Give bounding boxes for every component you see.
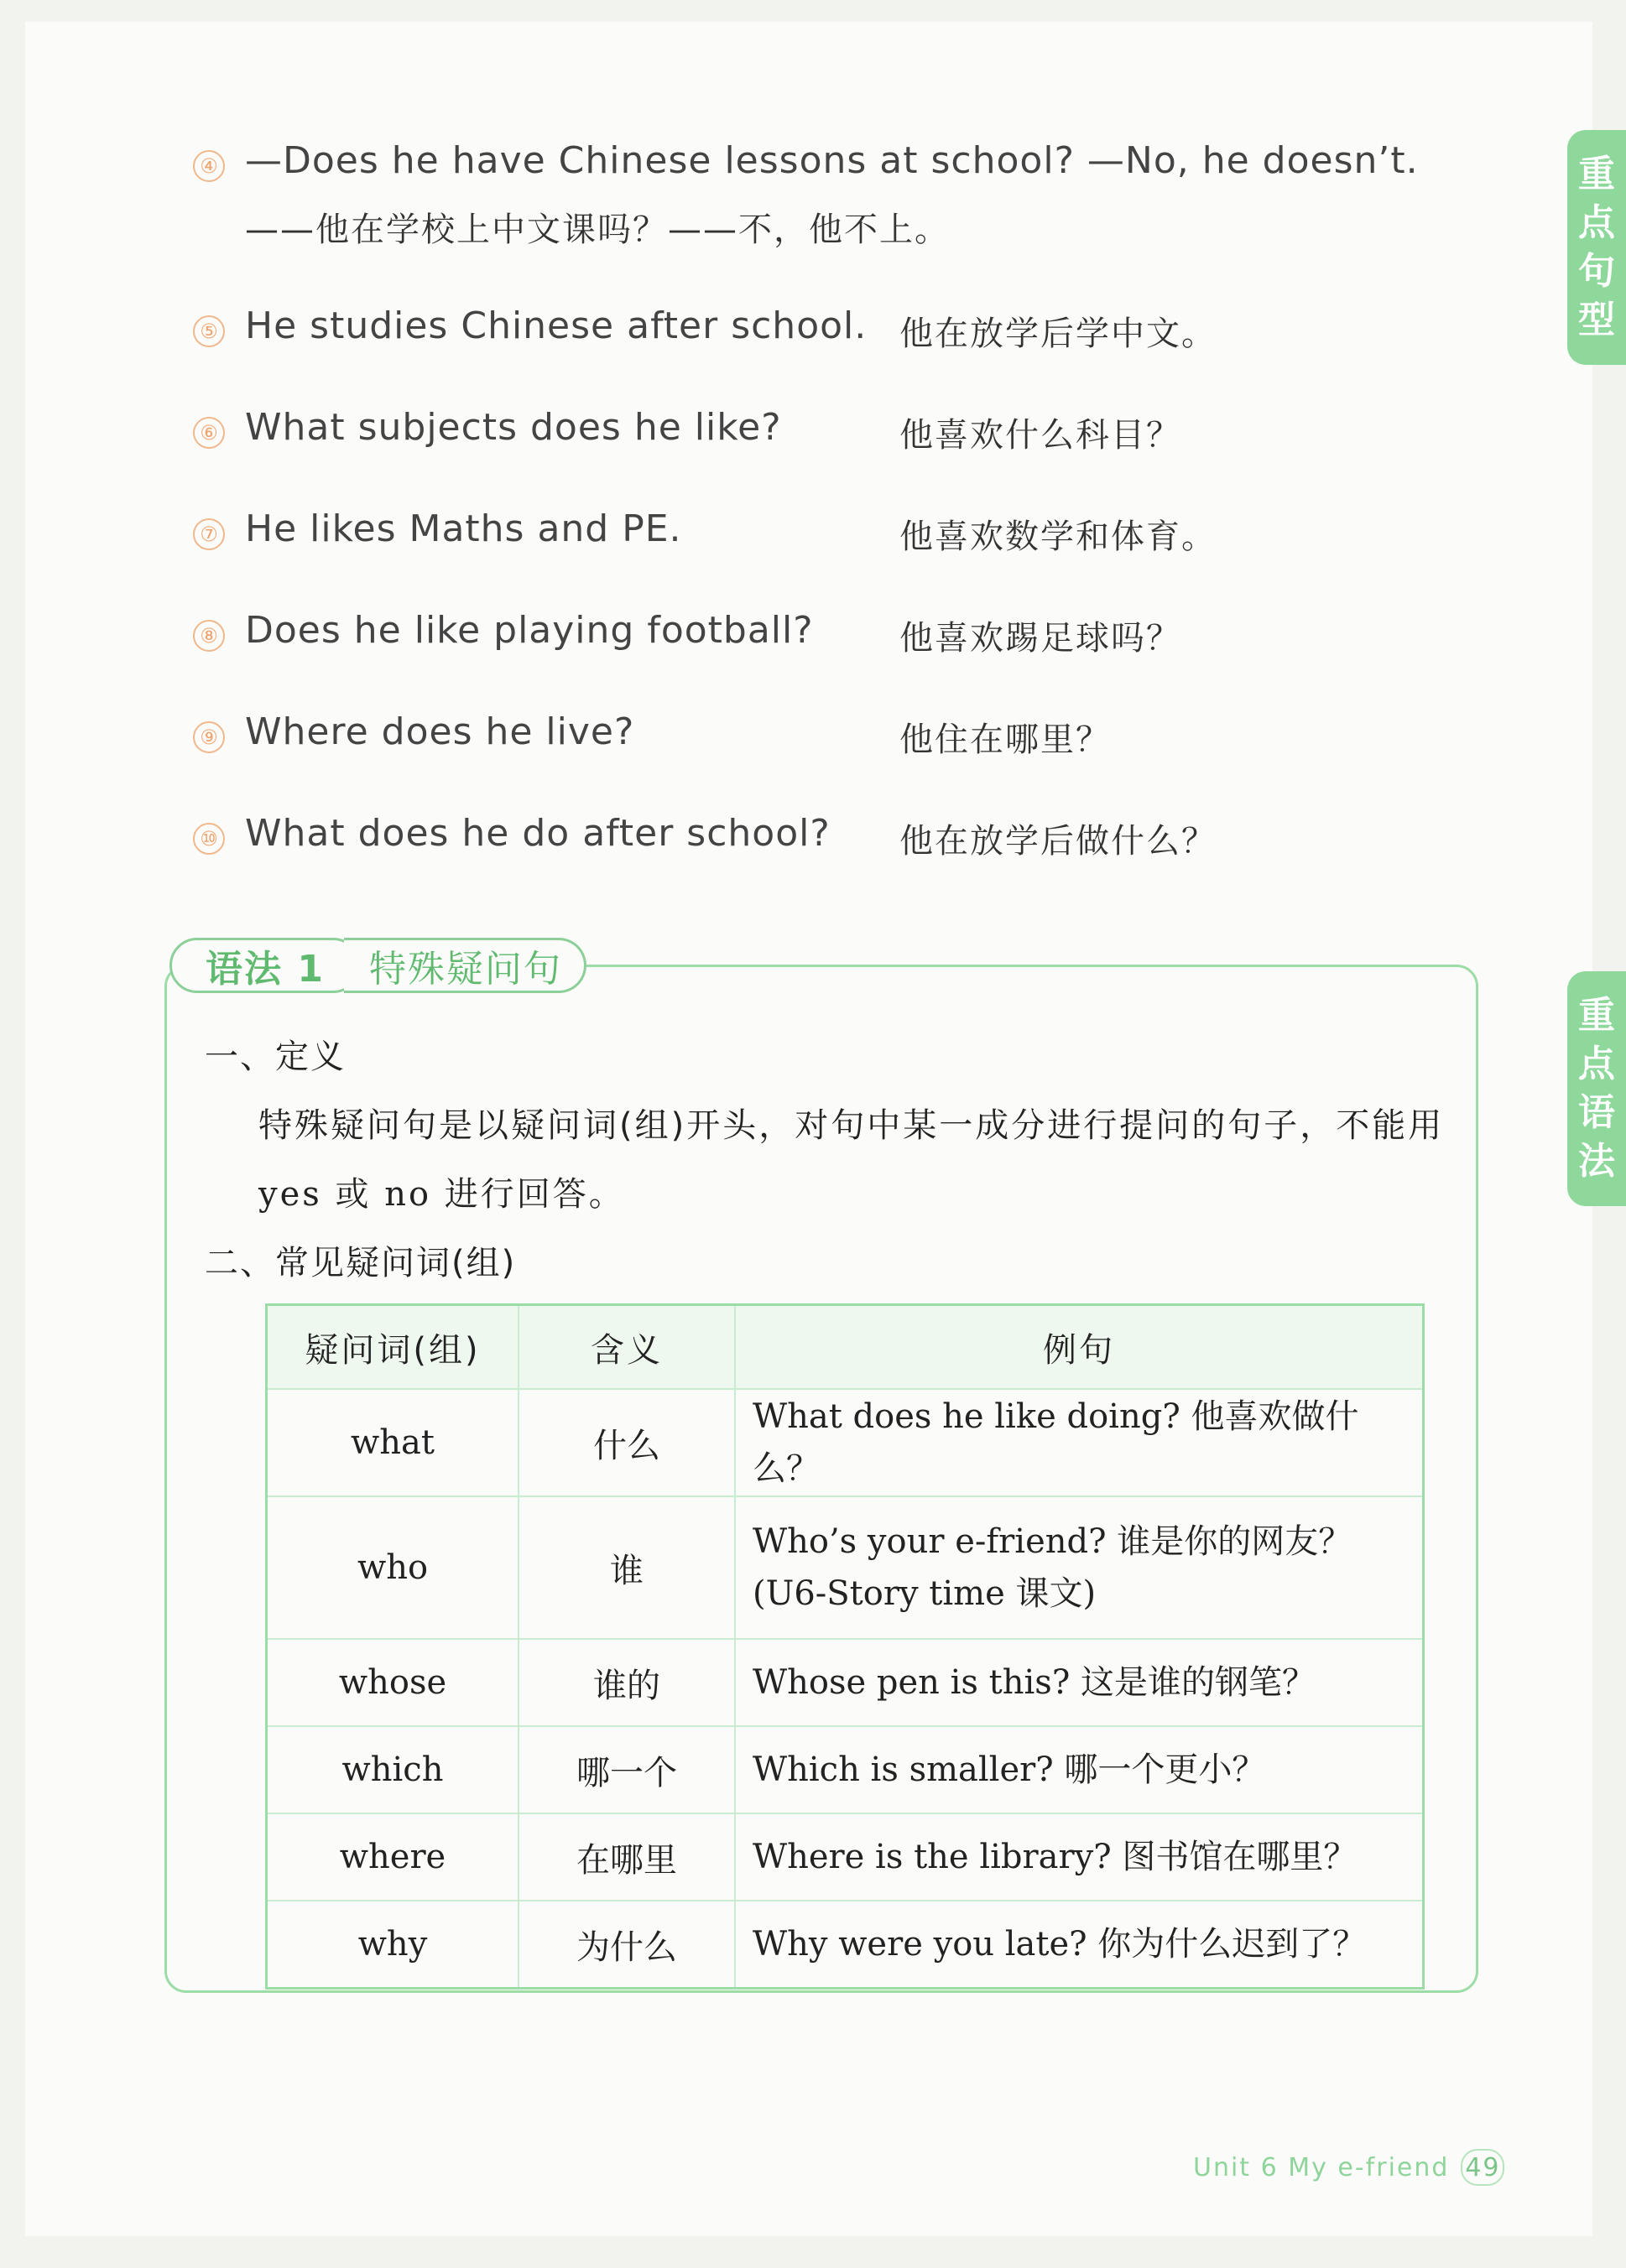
question-word: what [267,1389,519,1496]
question-word: which [267,1726,519,1813]
example-line: Where is the library? 图书馆在哪里？ [753,1838,1358,1876]
sentence-number: ⑤ [193,315,225,347]
column-header: 疑问词(组) [267,1305,519,1390]
example-sentence [735,1813,1424,1901]
grammar-label: 语法 1 [169,938,361,993]
tab-char: 点 [1578,1043,1615,1085]
example-line: Why were you late? 你为什么迟到了？ [753,1925,1367,1964]
sentence-english: What subjects does he like? [245,406,782,449]
meaning: 为什么 [519,1901,735,1989]
definition-text: 特殊疑问句是以疑问词(组)开头，对句中某一成分进行提问的句子，不能用 [258,1106,1445,1145]
question-word: why [267,1901,519,1989]
tab-char: 法 [1578,1140,1615,1183]
side-tab-key-sentences[interactable] [1567,130,1626,365]
sentence-chinese: 他在放学后学中文。 [899,315,1217,353]
example-line: Who’s your e-friend? 谁是你的网友？ [753,1522,1352,1561]
side-tab-key-grammar[interactable] [1567,971,1626,1206]
example-line: What does he like doing? 他喜欢做什么？ [753,1397,1359,1488]
meaning: 在哪里 [519,1813,735,1901]
question-word: who [267,1496,519,1639]
meaning: 哪一个 [519,1726,735,1813]
example-sentence [735,1639,1424,1726]
definition-text: yes 或 no 进行回答。 [258,1175,625,1214]
sentence-english: —Does he have Chinese lessons at school? —No, he doesn’t. [245,139,1419,182]
sentence-number: ⑦ [193,518,225,550]
sentence-number: ⑥ [193,417,225,449]
tab-char: 重 [1578,153,1615,195]
tab-char: 重 [1578,994,1615,1037]
sentence-chinese: 他住在哪里？ [899,720,1111,759]
table-row [267,1901,1424,1989]
sentence-chinese: 他喜欢数学和体育。 [899,518,1217,556]
sentence-english: He likes Maths and PE. [245,507,682,550]
example-sentence [735,1389,1424,1496]
table-header-row [267,1305,1424,1390]
example-line: Whose pen is this? 这是谁的钢笔？ [753,1663,1316,1702]
grammar-title [169,938,586,993]
sentence-chinese: 他在放学后做什么？ [899,822,1217,861]
tab-char: 语 [1578,1091,1615,1134]
page-footer [1193,2149,1504,2186]
sentence-english: He studies Chinese after school. [245,304,868,347]
tab-char: 点 [1578,201,1615,244]
example-source: (U6-Story time 课文) [753,1574,1097,1613]
footer-unit: Unit 6 My e-friend [1193,2152,1450,2182]
table-row [267,1813,1424,1901]
sentence-number: ④ [193,150,225,182]
question-word: whose [267,1639,519,1726]
meaning: 什么 [519,1389,735,1496]
example-line: Which is smaller? 哪一个更小？ [753,1750,1266,1789]
sentence-number: ⑧ [193,620,225,652]
question-words-table [265,1303,1425,1990]
page-number: 49 [1461,2149,1504,2186]
meaning: 谁 [519,1496,735,1639]
sentence-english: Where does he live? [245,710,635,753]
table-row [267,1726,1424,1813]
grammar-topic: 特殊疑问句 [344,938,586,993]
sentence-english: What does he do after school? [245,812,831,855]
table-row [267,1639,1424,1726]
sentence-number: ⑨ [193,721,225,753]
sentence-chinese: ——他在学校上中文课吗？——不，他不上。 [245,211,950,249]
sentence-chinese: 他喜欢踢足球吗？ [899,619,1181,658]
tab-char: 句 [1578,250,1615,293]
column-header: 含义 [519,1305,735,1390]
example-sentence [735,1496,1424,1639]
sentence-chinese: 他喜欢什么科目？ [899,416,1181,455]
tab-char: 型 [1578,299,1615,341]
sentence-english: Does he like playing football? [245,609,814,652]
column-header: 例句 [735,1305,1424,1390]
example-sentence [735,1726,1424,1813]
sentence-number: ⑩ [193,823,225,855]
section-heading-definition: 一、定义 [205,1038,346,1076]
table-row [267,1389,1424,1496]
meaning: 谁的 [519,1639,735,1726]
section-heading-question-words: 二、常见疑问词(组) [205,1244,517,1282]
example-sentence [735,1901,1424,1989]
question-word: where [267,1813,519,1901]
table-row [267,1496,1424,1639]
